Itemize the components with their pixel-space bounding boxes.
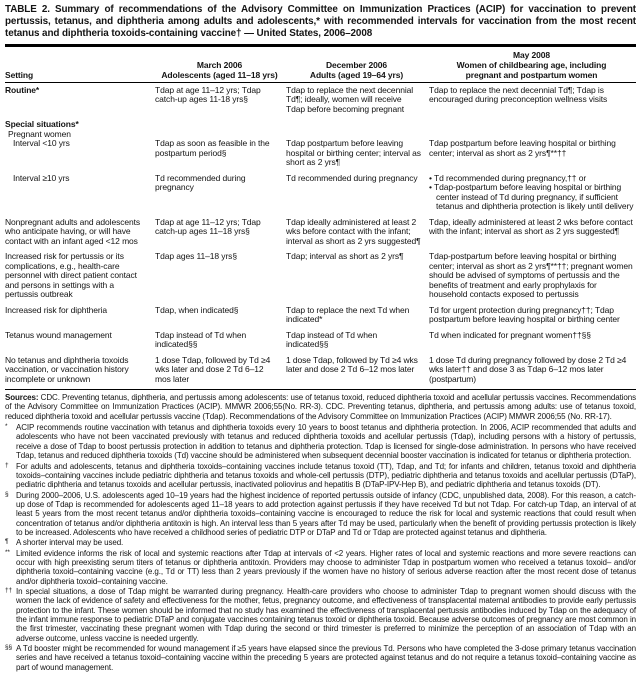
table-row-tetanus-wound-management — [5, 331, 636, 356]
cell-adults: Tdap; interval as short as 2 yrs¶ — [286, 251, 404, 262]
cell-setting: Increased risk for diphtheria — [5, 304, 107, 315]
footnote-marker: ** — [5, 548, 10, 556]
cell-setting: Interval ≥10 yrs — [13, 172, 70, 183]
cell-adults: Tdap instead of Td when indicated§§ — [286, 329, 378, 350]
header-date-women: May 2008 — [512, 49, 550, 60]
cell-adolescents — [155, 120, 286, 130]
header-date-adolescents: March 2006 — [196, 59, 243, 70]
header-group-women-line1: Women of childbearing age, including — [456, 59, 607, 70]
cell-women — [429, 174, 636, 218]
women-option-bullet: • Td recommended during pregnancy,†† or — [429, 172, 587, 183]
footnote-marker: †† — [5, 586, 13, 594]
cell-setting: Increased risk for pertussis or its complications, e.g., health-care personnel with direct patient contact and persons in settings with a pertussis outbreak — [5, 251, 137, 300]
sources-text: CDC. Preventing tetanus, diphtheria, and pertussis among adolescents: use of tetanus toxoid, reduced diphtheria toxoid and acellular pertussis vaccines. Recommendations of the Advisory Committee on Immunization Practices (ACIP). MMWR 2006;55(No. RR-3). CDC. Preventing tetanus, diphtheria, and pertussis among adults: use of tetanus toxoid, reduced diphtheria toxoid and acellular pertussis vaccine (Tdap). Recommendations of the Advisory Committee on Immunization Practices (ACIP) MMWR 2006;55 (No. RR-17). — [5, 393, 637, 421]
header-setting-label: Setting — [5, 69, 34, 80]
footnote-double-section — [5, 643, 636, 672]
footnote-text: In special situations, a dose of Tdap might be warranted during pregnancy. Health-care providers who choose to administer Tdap to pregnant women should discuss with the women the lack of evidence of safety and effectiveness for the mother, fetus, pregnancy outcome, and effectiveness of transplacental maternal antibodies to provide early pertussis protection to the infant. These women should be informed that no study has examined the effectiveness of transplacental pertussis antibodies induced by Tdap on the adequacy of the infant immune response to pediatric DTaP and conjugate vaccines containing tetanus toxoid or diphtheria toxoid. Because adverse outcomes of pregnancy are most common in the first trimester, vaccinating these pregnant women with Tdap during the second or third trimester is preferred to minimize the perception of an association of Tdap with an adverse outcome, unless vaccine is needed urgently. — [16, 586, 636, 643]
footnote-text: ACIP recommends routine vaccination with tetanus and diphtheria toxoids every 10 years to boost tetanus and diphtheria protection. In 2006, ACIP recommended that adults and adolescents who have not been vaccinated previously with tetanus and reduced diphtheria toxoids and acellular pertussis (Tdap), including persons with a history of pertussis, receive a dose of Tdap to boost pertussis protection in addition to tetanus and diphtheria protection. Tdap is licensed for single-dose administration. In persons who have received Tdap, tetanus and reduced diphtheria toxoids (Td) vaccine should be administered when subsequent decennial booster vaccination is indicated for tetanus or diphtheria protection. — [16, 423, 636, 461]
cell-adolescents: Tdap, when indicated§ — [155, 304, 239, 315]
table-row-nonpregnant-contact-infant — [5, 218, 636, 253]
cell-setting: Nonpregnant adults and adolescents who anticipate having, or will have contact with an infant aged <12 mos — [5, 216, 141, 246]
footnote-marker: † — [5, 461, 9, 469]
sources-label: Sources: — [5, 393, 39, 403]
cell-adolescents: Tdap at age 11–12 yrs; Tdap catch-up ages 11-18 yrs§ — [155, 84, 261, 105]
header-date-adults: December 2006 — [325, 59, 388, 70]
cell-adolescents: Tdap ages 11–18 yrs§ — [155, 251, 237, 262]
footnote-pilcrow — [5, 537, 636, 547]
header-row — [5, 47, 636, 83]
footnote-double-asterisk — [5, 548, 636, 586]
table-title: TABLE 2. Summary of recommendations of the Advisory Committee on Immunization Practices (ACIP) for vaccination to prevent pertussis, tetanus, and diphtheria among adults and adolescents,* with recommended intervals for vaccination from the most recent tetanus and diphtheria toxoids-containing vaccine† — United States, 2006–2008 — [5, 4, 636, 40]
table-row-increased-risk-diphtheria — [5, 306, 636, 331]
cell-women: Tdap to replace the next decennial Td¶; Tdap is encouraged during preconception wellness visits — [429, 84, 608, 105]
header-group-adolescents: Adolescents (aged 11–18 yrs) — [161, 69, 278, 80]
cell-adults: Tdap postpartum before leaving hospital or birthing center; interval as short as 2 yrs¶ — [286, 138, 421, 168]
cell-setting: Routine* — [5, 84, 40, 95]
cell-adults: Tdap to replace the next Td when indicated* — [286, 304, 410, 325]
cell-adolescents: Tdap as soon as feasible in the postpartum period§ — [155, 138, 270, 158]
cell-adolescents: Tdap instead of Td when indicated§§ — [155, 329, 247, 350]
table-body — [5, 82, 636, 390]
cell-setting: Pregnant women — [8, 128, 71, 139]
footnote-section — [5, 490, 636, 538]
cell-setting: No tetanus and diphtheria toxoids vaccination, or vaccination history incomplete or unknown — [5, 354, 129, 384]
table-header — [5, 47, 636, 83]
cell-adults: Tdap to replace the next decennial Td¶; ideally, women will receive Tdap before becoming pregnant — [286, 84, 414, 114]
footnote-marker: § — [5, 490, 9, 498]
cell-women: Td when indicated for pregnant women††§§ — [429, 329, 591, 340]
cell-women: 1 dose Td during pregnancy followed by dose 2 Td ≥4 wks later†† and dose 3 as Tdap 6–12 mos later (postpartum) — [429, 354, 627, 384]
notes-section — [5, 393, 636, 672]
cell-women: Tdap postpartum before leaving hospital or birthing center; interval as short as 2 yrs¶**†† — [429, 138, 616, 158]
cell-setting: Special situations* — [5, 119, 79, 130]
footnote-text: A shorter interval may be used. — [16, 538, 124, 548]
cell-adolescents: Td recommended during pregnancy — [155, 172, 246, 193]
footnote-text: During 2000–2006, U.S. adolescents aged 10–19 years had the highest incidence of reported pertussis outside of infancy (CDC, unpublished data, 2008). For this reason, a catch-up dose of Tdap is recommended for adolescents aged 11–18 years to add protection against pertussis if they have received Td but not Tdap. For catch-up Tdap, an interval of at least 5 years from the most recent tetanus and/or diphtheria toxoids–containing vaccine is encouraged to reduce the risk for local and systemic reactions that could result when concentration of tetanus and/or diphtheria antitoxin is high. An interval less than 5 years after Td may be used, particularly when the benefit of providing pertussis protection is likely to be increased. Adolescents who have received a childhood series of pediatric DTP or DTaP and Td or Tdap are protected against tetanus and diphtheria. — [16, 490, 636, 537]
footnote-text: For adults and adolescents, tetanus and diphtheria toxoids–containing vaccines include tetanus toxoid (TT), Tdap, and Td; for infants and children, tetanus toxoid and diphtheria toxoids–containing vaccines include pediatric diphtheria and tetanus toxoids and whole-cell pertussis (DTP), pediatric diphtheria and tetanus toxoids and acellular pertussis (DTaP), pediatric diphtheria and tetanus toxoids and acellular pertussis, inactivated poliovirus and hepatitis B (DTaP-IPV-Hep B), and pediatric diphtheria and tetanus toxoids (DT). — [16, 461, 636, 490]
women-option-bullet: • Tdap-postpartum before leaving hospital or birthing center instead of Td during pregnancy, if sufficient tetanus and diphtheria protection is likely until delivery — [429, 182, 634, 212]
footnote-dagger — [5, 461, 636, 490]
cell-adolescents: Tdap at age 11–12 yrs; Tdap catch-up ages 11–18 yrs§ — [155, 216, 261, 237]
table-row-interval-lt-10 — [5, 139, 636, 174]
table-row-increased-risk-pertussis — [5, 252, 636, 306]
cell-setting: Interval <10 yrs — [13, 138, 70, 149]
sources-paragraph — [5, 393, 636, 421]
header-group-adults: Adults (aged 19–64 yrs) — [309, 69, 404, 80]
cell-adults: Td recommended during pregnancy — [286, 172, 418, 183]
cell-setting: Tetanus wound management — [5, 329, 112, 340]
table-row-special-situations — [5, 120, 636, 130]
cell-adults: 1 dose Tdap, followed by Td ≥4 wks later and dose 2 Td 6–12 mos later — [286, 354, 418, 375]
cell-women: Td for urgent protection during pregnancy††; Tdap postpartum before leaving hospital or birthing center — [429, 304, 620, 325]
table-row-no-vaccination-history — [5, 356, 636, 390]
cell-adults: Tdap ideally administered at least 2 wks before contact with the infant; interval as short as 2 yrs suggested¶ — [286, 216, 421, 246]
column-header-adults — [286, 47, 429, 83]
cell-adolescents: 1 dose Tdap, followed by Td ≥4 wks later and dose 2 Td 6–12 mos later — [155, 354, 271, 384]
footnote-marker: §§ — [5, 644, 13, 652]
cell-women: Tdap, ideally administered at least 2 wks before contact with the infant; interval as short as 2 yrs suggested¶ — [429, 216, 633, 237]
acip-recommendations-table — [5, 47, 636, 391]
cell-adults — [286, 120, 429, 130]
header-group-women-line2: pregnant and postpartum women — [465, 69, 598, 80]
cell-women: Tdap-postpartum before leaving hospital or birthing center; interval as short as 2 yrs¶**††; pregnant women should be advised of symptoms of pertussis and the benefits of treatment and early prophylaxis for household contacts exposed to pertussis — [429, 251, 633, 300]
footnote-marker: * — [5, 423, 8, 431]
column-header-women — [429, 47, 636, 83]
footnote-asterisk — [5, 422, 636, 460]
footnote-text: Limited evidence informs the risk of local and systemic reactions after Tdap at intervals of <2 years. Higher rates of local and systemic reactions and more severe reactions can occur with high preexisting serum titers of tetanus or diphtheria antitoxin. Providers may choose to administer Tdap in postpartum women who received a tetanus toxoid– and/or diphtheria toxoid–containing vaccine (e.g., Td or TT) less than 2 years previously if the women have no history of serious adverse reaction after the most recent dose of tetanus and/or diphtheria toxoid–containing vaccine. — [16, 548, 636, 586]
footnote-double-dagger — [5, 586, 636, 643]
column-header-setting — [5, 47, 155, 83]
column-header-adolescents — [155, 47, 286, 83]
footnote-text: A Td booster might be recommended for wound management if ≥5 years have elapsed since the previous Td. Persons who have completed the 3-dose primary tetanus vaccination series and have received a tetanus toxoid–containing vaccine within the preceding 5 years are protected against tetanus and do not require a tetanus toxoid–containing vaccine as part of wound management. — [16, 644, 636, 672]
table-row-routine — [5, 82, 636, 120]
footnote-marker: ¶ — [5, 538, 9, 546]
cell-women — [429, 120, 636, 130]
table-row-interval-ge-10 — [5, 174, 636, 218]
